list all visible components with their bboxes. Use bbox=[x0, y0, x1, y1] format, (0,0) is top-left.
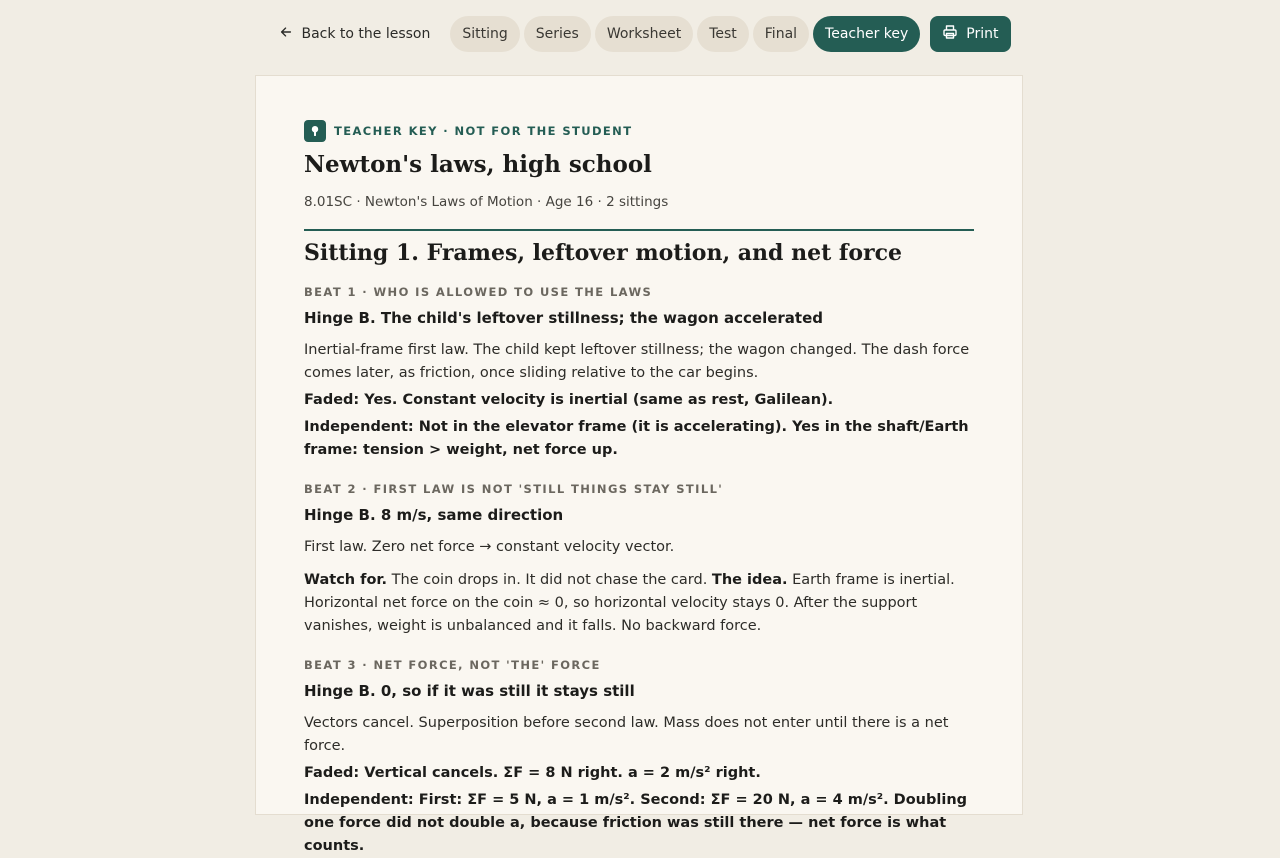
idea-text: Earth frame is inertial. Horizontal net force on the coin ≈ 0, so horizontal velocity stays 0. After the support vanishes, weight is unbalanced and it falls. No backward force. bbox=[304, 572, 955, 634]
beat-3-body: Vectors cancel. Superposition before second law. Mass does not enter until there is a net force. bbox=[304, 715, 949, 754]
tab-final[interactable]: Final bbox=[753, 16, 809, 52]
back-to-lesson-link[interactable] bbox=[269, 16, 440, 52]
printer-icon bbox=[942, 24, 958, 44]
beat-1-body: Inertial-frame first law. The child kept leftover stillness; the wagon changed. The dash force comes later, as friction, once sliding relative to the car begins. bbox=[304, 342, 970, 381]
document-kicker bbox=[304, 120, 974, 142]
back-link-label: Back to the lesson bbox=[301, 26, 431, 42]
kicker-label: TEACHER KEY · NOT FOR THE STUDENT bbox=[334, 124, 633, 138]
document-page bbox=[255, 75, 1023, 854]
tab-series[interactable]: Series bbox=[524, 16, 591, 52]
watch-for-text: The coin drops in. It did not chase the card. bbox=[391, 572, 708, 588]
tab-worksheet[interactable]: Worksheet bbox=[595, 16, 693, 52]
arrow-left-icon bbox=[279, 25, 293, 43]
tab-test[interactable]: Test bbox=[697, 16, 749, 52]
watch-for-label: Watch for. bbox=[304, 572, 388, 588]
beat-2-hinge: Hinge B. 8 m/s, same direction bbox=[304, 506, 564, 524]
beat-3-hinge: Hinge B. 0, so if it was still it stays still bbox=[304, 682, 635, 700]
beat-1-faded: Faded: Yes. Constant velocity is inertial (same as rest, Galilean). bbox=[304, 392, 834, 408]
section-divider bbox=[304, 229, 974, 231]
beat-3-independent: Independent: First: ΣF = 5 N, a = 1 m/s². Second: ΣF = 20 N, a = 4 m/s². Doubling one force did not double a, because friction was still there — net force is what counts. bbox=[304, 792, 968, 854]
idea-label: The idea. bbox=[711, 572, 788, 588]
key-badge-icon bbox=[304, 120, 326, 142]
print-button-label: Print bbox=[966, 26, 999, 42]
beat-3-label: BEAT 3 · NET FORCE, NOT 'THE' FORCE bbox=[304, 658, 601, 672]
top-toolbar bbox=[0, 16, 1280, 52]
tab-sitting[interactable]: Sitting bbox=[450, 16, 519, 52]
beat-1-hinge: Hinge B. The child's leftover stillness; the wagon accelerated bbox=[304, 309, 824, 327]
beat-1-independent: Independent: Not in the elevator frame (it is accelerating). Yes in the shaft/Earth frame: tension > weight, net force up. bbox=[304, 419, 969, 458]
sitting-title: Sitting 1. Frames, leftover motion, and net force bbox=[304, 240, 903, 266]
tab-teacher-key[interactable]: Teacher key bbox=[813, 16, 920, 52]
beat-2-watch-paragraph bbox=[304, 569, 974, 638]
page-title: Newton's laws, high school bbox=[304, 151, 652, 178]
beat-1-label: BEAT 1 · WHO IS ALLOWED TO USE THE LAWS bbox=[304, 285, 653, 299]
beat-2-label: BEAT 2 · FIRST LAW IS NOT 'STILL THINGS STAY STILL' bbox=[304, 482, 724, 496]
print-button[interactable] bbox=[930, 16, 1010, 52]
beat-3-faded: Faded: Vertical cancels. ΣF = 8 N right. a = 2 m/s² right. bbox=[304, 765, 761, 781]
beat-2-body: First law. Zero net force → constant velocity vector. bbox=[304, 539, 675, 555]
toolbar-group bbox=[269, 16, 1010, 52]
document-meta: 8.01SC · Newton's Laws of Motion · Age 16 · 2 sittings bbox=[304, 194, 669, 210]
